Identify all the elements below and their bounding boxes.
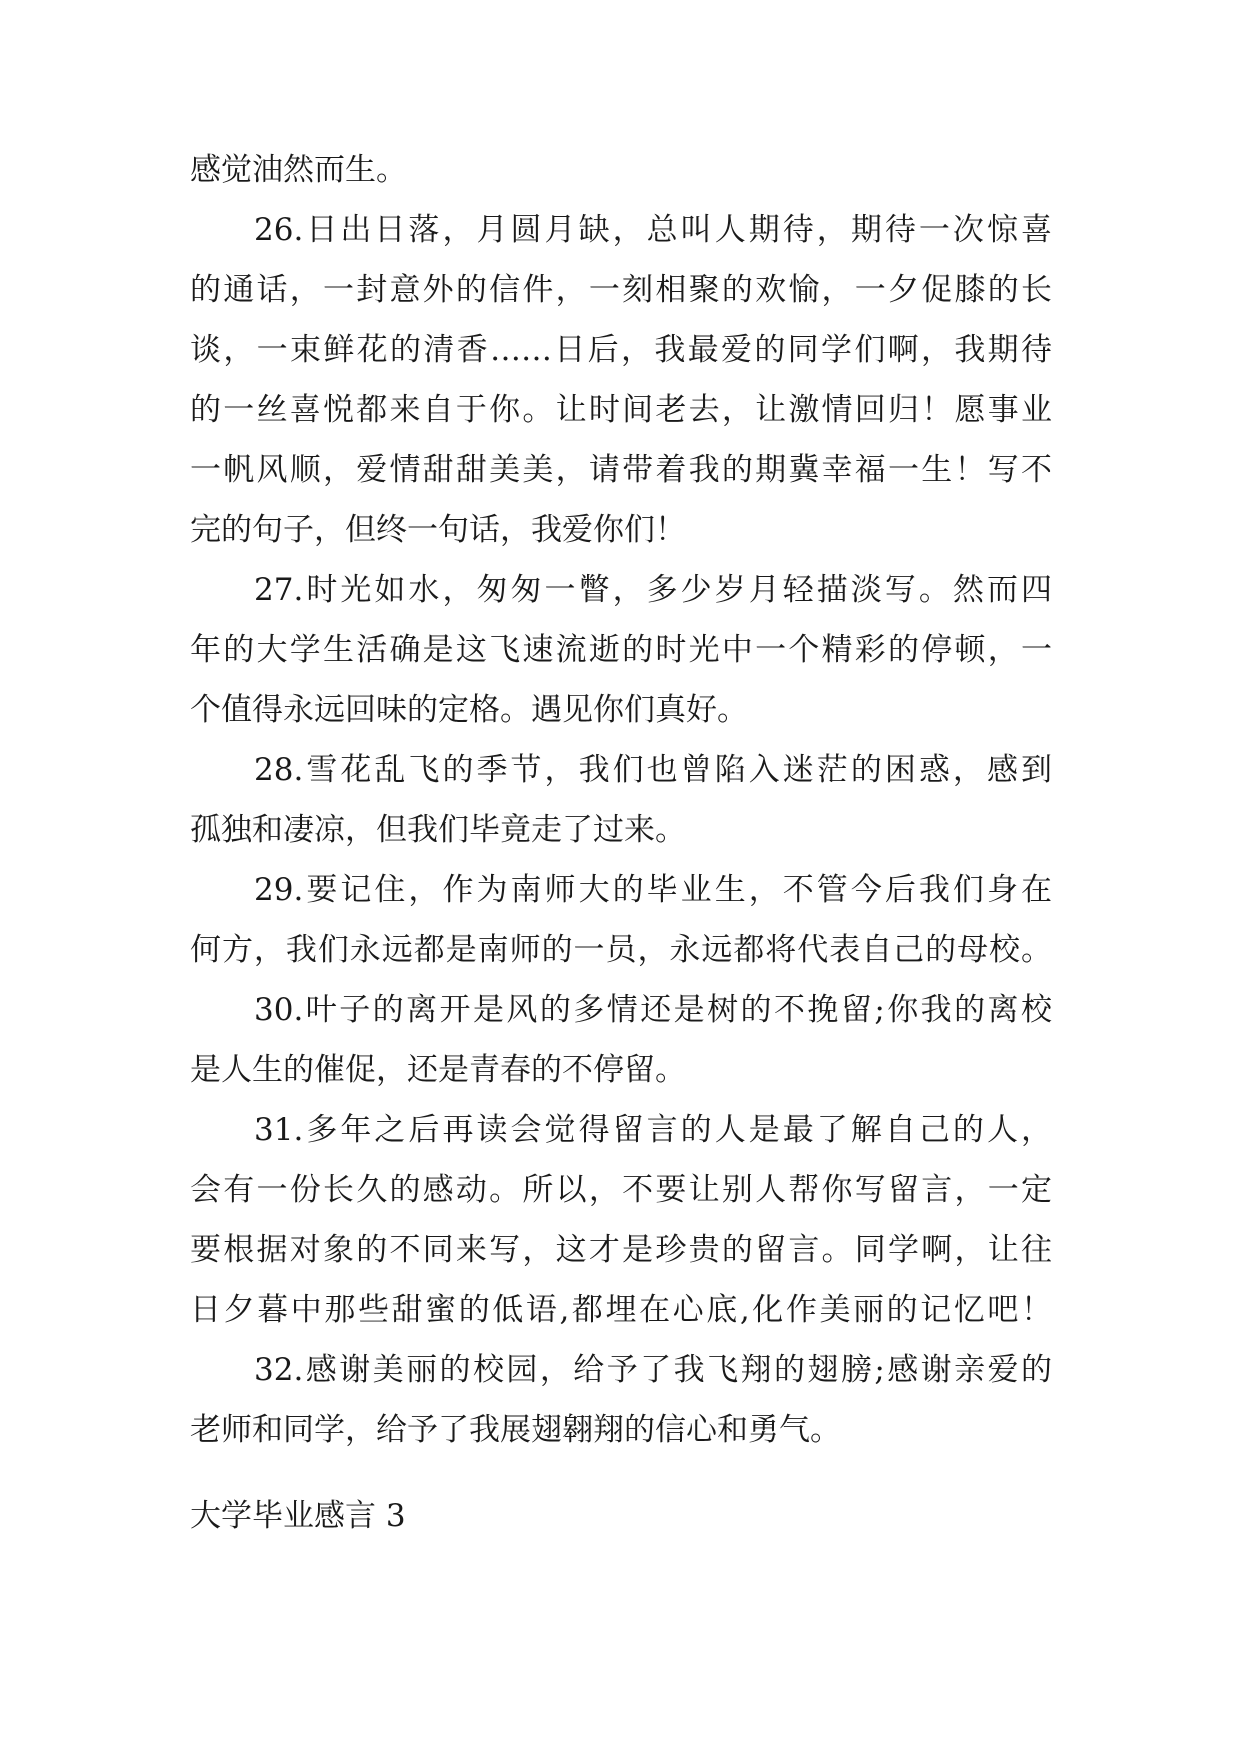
- text-line: 感觉油然而生。: [190, 152, 407, 188]
- text-line: 的一丝喜悦都来自于你。让时间老去，让激情回归！愿事业: [190, 392, 1052, 428]
- text-line: 会有一份长久的感动。所以，不要让别人帮你写留言，一定: [190, 1172, 1052, 1208]
- text-line: 26.日出日落，月圆月缺，总叫人期待，期待一次惊喜: [254, 212, 1052, 248]
- text-line: 孤独和凄凉，但我们毕竟走了过来。: [190, 812, 686, 848]
- text-line: 27.时光如水，匆匆一瞥，多少岁月轻描淡写。然而四: [254, 572, 1052, 608]
- text-line: 一帆风顺，爱情甜甜美美，请带着我的期冀幸福一生！写不: [190, 452, 1052, 488]
- text-line: 何方，我们永远都是南师的一员，永远都将代表自己的母校。: [190, 932, 1052, 968]
- text-line: 日夕暮中那些甜蜜的低语,都埋在心底,化作美丽的记忆吧！: [190, 1292, 1052, 1328]
- text-line: 28.雪花乱飞的季节，我们也曾陷入迷茫的困惑，感到: [254, 752, 1052, 788]
- text-line: 是人生的催促，还是青春的不停留。: [190, 1052, 686, 1088]
- text-line: 30.叶子的离开是风的多情还是树的不挽留;你我的离校: [254, 992, 1052, 1028]
- text-line: 32.感谢美丽的校园，给予了我飞翔的翅膀;感谢亲爱的: [254, 1352, 1052, 1388]
- text-line: 29.要记住，作为南师大的毕业生，不管今后我们身在: [254, 872, 1052, 908]
- text-line: 的通话，一封意外的信件，一刻相聚的欢愉，一夕促膝的长: [190, 272, 1052, 308]
- text-line: 要根据对象的不同来写，这才是珍贵的留言。同学啊，让往: [190, 1232, 1052, 1268]
- text-line: 个值得永远回味的定格。遇见你们真好。: [190, 692, 748, 728]
- text-line: 完的句子，但终一句话，我爱你们！: [190, 512, 686, 548]
- text-line: 31.多年之后再读会觉得留言的人是最了解自己的人，: [254, 1112, 1052, 1148]
- text-line: 老师和同学，给予了我展翅翱翔的信心和勇气。: [190, 1412, 841, 1448]
- section-heading: 大学毕业感言 3: [190, 1498, 406, 1534]
- text-line: 年的大学生活确是这飞速流逝的时光中一个精彩的停顿，一: [190, 632, 1052, 668]
- text-line: 谈，一束鲜花的清香……日后，我最爱的同学们啊，我期待: [190, 332, 1052, 368]
